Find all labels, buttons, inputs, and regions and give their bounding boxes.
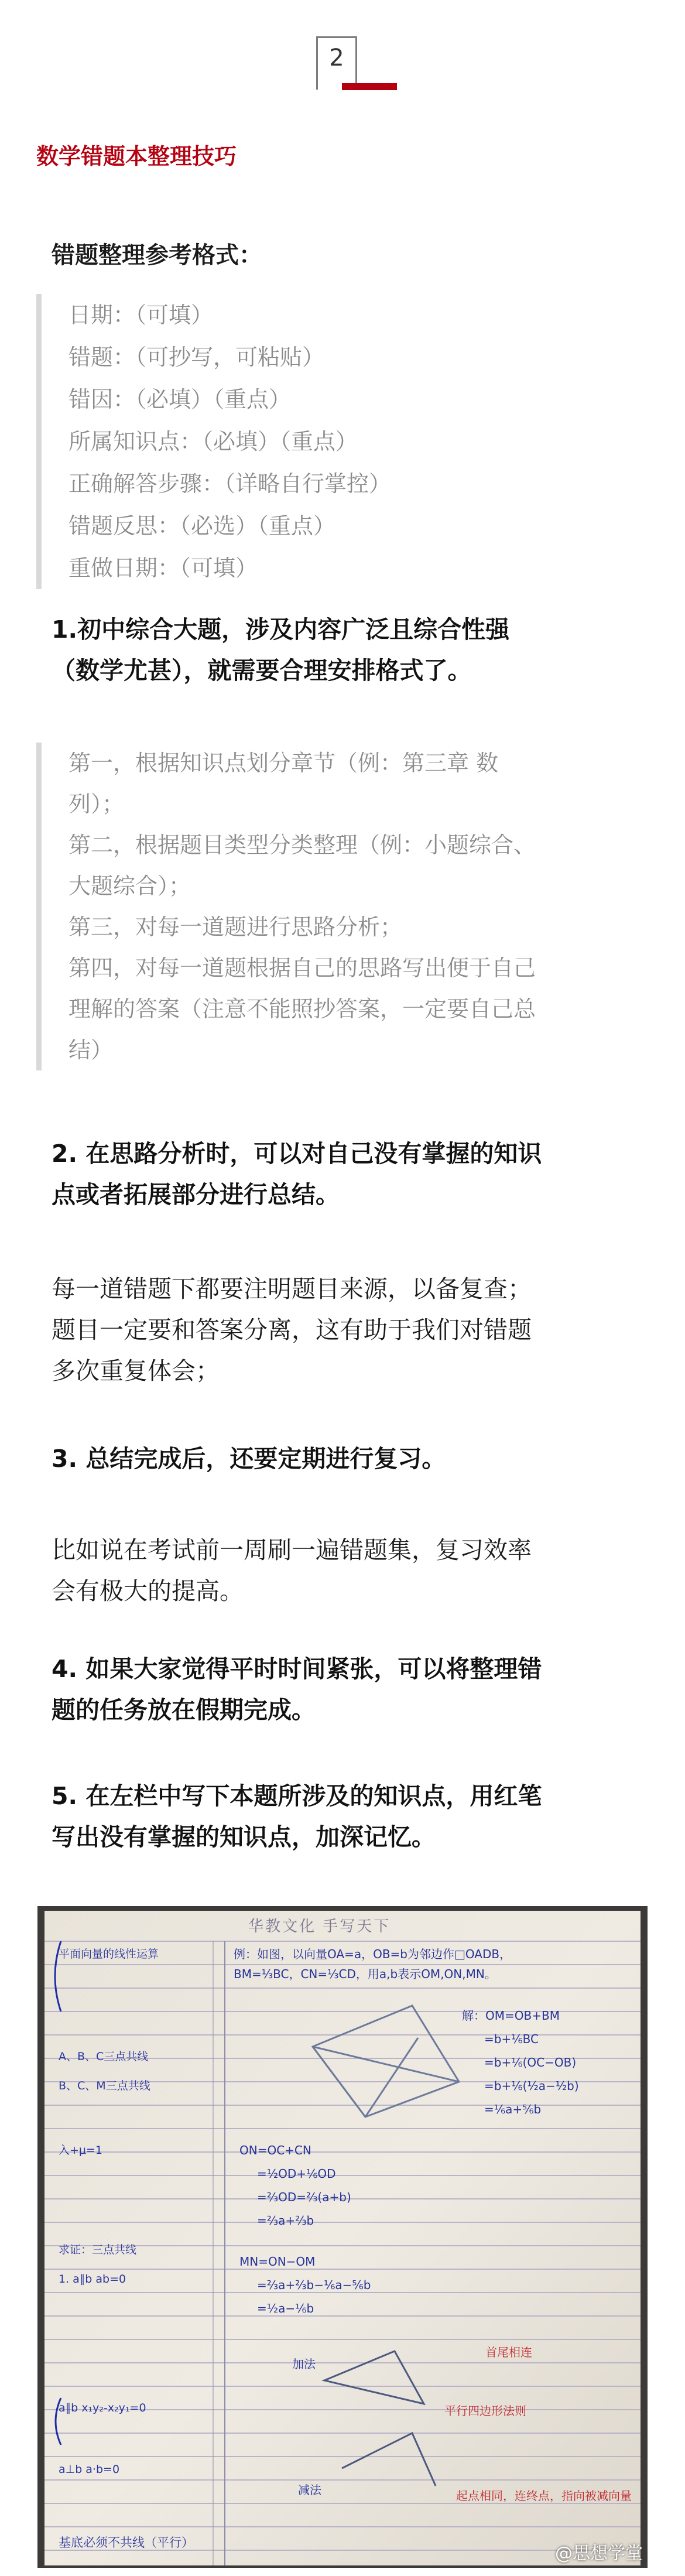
right-note: =½OD+⅙OD xyxy=(257,2167,336,2181)
left-note: 1. a∥b ab=0 xyxy=(59,2273,126,2286)
left-note: 基底必须不共线（平行） xyxy=(59,2536,194,2550)
paragraph-5 xyxy=(52,1530,643,1612)
para-line: 点或者拓展部分进行总结。 xyxy=(52,1181,340,1209)
left-note: a⊥b a·b=0 xyxy=(59,2463,120,2476)
right-note: =⅔a+⅔b−⅙a−⅚b xyxy=(257,2278,371,2292)
para-line: 4. 如果大家觉得平时时间紧张，可以将整理错 xyxy=(52,1655,542,1683)
right-note: =½a−⅙b xyxy=(257,2301,314,2315)
step-line: 第一，根据知识点划分章节（例：第三章 数 xyxy=(68,750,499,776)
left-note: 平面向量的线性运算 xyxy=(59,1948,159,1961)
notebook-header: 华教文化 手写天下 xyxy=(248,1918,391,1935)
right-note: 加法 xyxy=(292,2357,316,2371)
section-title: 数学错题本整理技巧 xyxy=(36,143,237,169)
step-line: 理解的答案（注意不能照抄答案，一定要自己总 xyxy=(68,996,536,1022)
right-note: MN=ON−OM xyxy=(239,2255,316,2269)
para-line: 题的任务放在假期完成。 xyxy=(52,1696,316,1724)
format-list xyxy=(36,294,654,589)
para-line: 2. 在思路分析时，可以对自己没有掌握的知识 xyxy=(52,1140,542,1168)
step-line: 大题综合）； xyxy=(68,873,191,899)
badge-accent-bar xyxy=(342,83,397,90)
watermark: @思想学堂 xyxy=(555,2543,643,2564)
left-note: B、C、M三点共线 xyxy=(59,2079,150,2092)
paragraph-7 xyxy=(52,1776,643,1857)
left-note: A、B、C三点共线 xyxy=(59,2050,149,2063)
right-note: ON=OC+CN xyxy=(239,2143,311,2157)
notebook-photo xyxy=(37,1906,648,2568)
step-line: 列）； xyxy=(68,791,125,817)
paragraph-6 xyxy=(52,1648,643,1730)
right-note-red: 平行四边形法则 xyxy=(444,2404,526,2418)
step-line: 第二，根据题目类型分类整理（例：小题综合、 xyxy=(68,832,536,858)
section-number: 2 xyxy=(329,45,344,71)
format-item: 错题：（可抄写，可粘贴） xyxy=(68,344,325,370)
format-item: 错题反思：（必选）（重点） xyxy=(68,513,336,539)
notebook-svg xyxy=(37,1906,648,2568)
step-line: 第四，对每一道题根据自己的思路写出便于自己 xyxy=(68,955,536,981)
right-note: 解：OM=OB+BM xyxy=(462,2009,560,2023)
para-line: 5. 在左栏中写下本题所涉及的知识点，用红笔 xyxy=(52,1782,542,1810)
para-line: 题目一定要和答案分离，这有助于我们对错题 xyxy=(52,1316,532,1344)
right-note: =b+⅙(OC−OB) xyxy=(484,2055,577,2069)
left-note: 入+μ=1 xyxy=(59,2144,103,2157)
right-note: =b+⅙(½a−½b) xyxy=(484,2079,579,2093)
right-note: =b+⅙BC xyxy=(484,2032,539,2046)
right-note-red: 首尾相连 xyxy=(485,2345,532,2359)
right-note-red: 起点相同，连终点，指向被减向量 xyxy=(456,2489,632,2503)
para-line: 会有极大的提高。 xyxy=(52,1577,244,1605)
format-item: 日期：（可填） xyxy=(68,302,214,328)
paragraph-4 xyxy=(52,1438,643,1479)
right-note: BM=⅓BC，CN=⅓CD，用a,b表示OM,ON,MN。 xyxy=(234,1967,496,1981)
para-line: 每一道错题下都要注明题目来源，以备复查； xyxy=(52,1275,532,1303)
para-line: 比如说在考试前一周刷一遍错题集，复习效率 xyxy=(52,1536,532,1564)
format-item: 重做日期：（可填） xyxy=(68,555,258,581)
para-line: （数学尤甚），就需要合理安排格式了。 xyxy=(52,656,472,685)
step-line: 结） xyxy=(68,1037,114,1063)
right-note: =⅔a+⅔b xyxy=(257,2214,314,2228)
step-line: 第三，对每一道题进行思路分析； xyxy=(68,914,403,940)
left-note: a∥b x₁y₂-x₂y₁=0 xyxy=(59,2401,146,2414)
left-note: 求证：三点共线 xyxy=(59,2243,137,2256)
paragraph-2 xyxy=(52,1133,643,1215)
right-note: 减法 xyxy=(298,2483,321,2497)
format-item: 正确解答步骤：（详略自行掌控） xyxy=(68,471,392,497)
right-note: =⅙a+⅚b xyxy=(484,2102,542,2116)
format-title: 错题整理参考格式： xyxy=(52,242,262,269)
format-item: 所属知识点：（必填）（重点） xyxy=(68,429,358,454)
para-line: 多次重复体会； xyxy=(52,1357,220,1385)
para-line: 1.初中综合大题，涉及内容广泛且综合性强 xyxy=(52,615,510,644)
right-note: 例：如图，以向量OA=a，OB=b为邻边作□OADB， xyxy=(234,1947,512,1961)
steps-list xyxy=(36,743,654,1070)
para-line: 3. 总结完成后，还要定期进行复习。 xyxy=(52,1445,446,1473)
paragraph-1 xyxy=(52,609,643,691)
section-number-badge xyxy=(316,36,369,101)
format-item: 错因：（必填）（重点） xyxy=(68,386,292,412)
para-line: 写出没有掌握的知识点，加深记忆。 xyxy=(52,1823,436,1851)
paragraph-3 xyxy=(52,1268,643,1391)
right-note: =⅔OD=⅔(a+b) xyxy=(257,2190,351,2204)
